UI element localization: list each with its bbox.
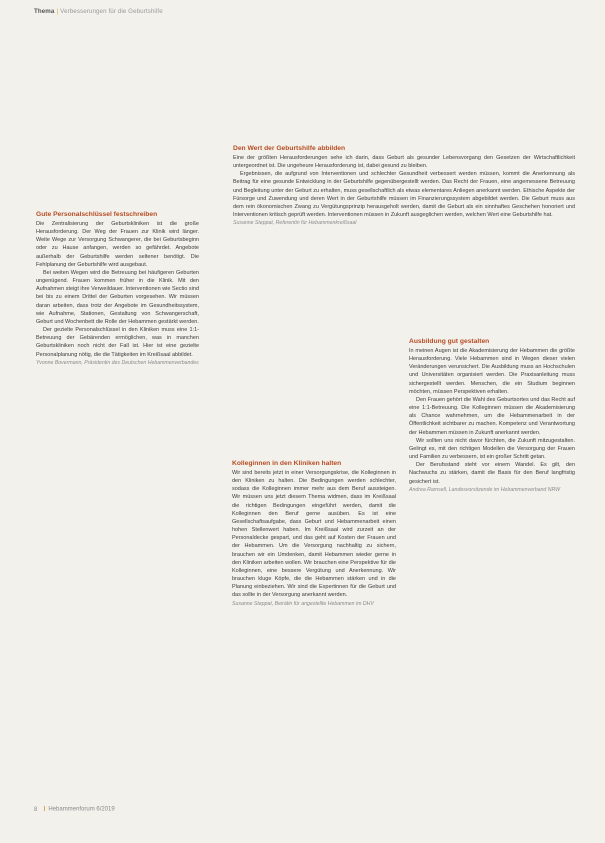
page-number: 8 <box>34 806 38 813</box>
paragraph: Eine der größten Herausforderungen sehe ich darin, dass Geburt als gesunder Lebensvorgang den Gesetzen der Wirtschaftlichkeit untergeordnet ist. Die ungeheure Herausforderung ist, dabei gesund zu bleiben. <box>233 155 575 170</box>
paragraph: Den Frauen gehört die Wahl des Geburtsortes und das Recht auf eine 1:1-Betreuung. Die Kolleginnen müssen die Akademisierung als Chance wahrnehmen, um die Hebammenarbeit in der Öffentlichkeit sichtbarer zu machen. Kompetenz und Verantwortung der Hebammen müssen in Zukunft anerkannt werden. <box>409 396 575 436</box>
author-attribution: Yvonne Bovermann, Präsidentin des Deutschen Hebammenverbandes <box>36 359 199 366</box>
author-attribution: Susanne Steppat, Beirätin für angestellte Hebammen im DHV <box>232 600 374 607</box>
section-kolleginnen-halten <box>232 459 396 608</box>
paragraph: Wir sind bereits jetzt in einer Versorgungskrise, die Kolleginnen in den Kliniken zu halten. Die Bedingungen werden schlechter, sodass die Kolleginnen immer mehr aus dem Beruf aussteigen. Wir müssen uns jetzt diesem Thema widmen, dass im Kreißsaal die richtigen Bedingungen eingeführt werden, damit die Kolleginnen den Beruf gerne ausüben. Es ist eine Gesellschaftsaufgabe, dass Geburt und Hebammenarbeit einen hohen Stellenwert haben. Im Kreißsaal wird zurzeit an der Personaldecke gespart, und das geht auf Kosten der Frauen und der Hebammen. Um die Versorgung nachhaltig zu sichern, brauchen wir ein Umdenken, damit Hebammen wieder gerne in den Kliniken arbeiten wollen. Wir brauchen eine Perspektive für die Kolleginnen, eine bessere Vergütung und Anerkennung. Wir brauchen kluge Köpfe, die die Hebammen stärken und in die Planung einbeziehen. Wir sind die Expertinnen für die Geburt und das sollte in der Versorgung anerkannt werden. <box>232 470 396 599</box>
paragraph: Wir sollten uns nicht davor fürchten, die Zukunft mitzugestalten. Gelingt es, mit den richtigen Modellen die Versorgung der Frauen und Familien zu verbessern, ist ein großer Schritt getan. <box>409 437 575 461</box>
paragraph: Bei weiten Wegen wird die Betreuung bei häufigeren Geburten ungenügend. Frauen kommen früher in die Klinik. Mit den Aufnahmen steigt ihre Verweildauer. Interventionen wie Sectio sind bei bis zu einem Drittel der Geburten vorgesehen. Wir müssen daran arbeiten, dass trotz der Angebote im Gesundheitssystem, wie Aufnahme, Stationen, Gestaltung von Schwangerschaft, Geburt und Wochenbett die Rolle der Hebammen gestärkt werden. <box>36 269 199 325</box>
paragraph: In meinen Augen ist die Akademisierung der Hebammen die größte Herausforderung. Viele Hebammen sind in Wegen dieser vielen Veränderungen verunsichert. Die Ausbildung muss an Hochschulen und Universitäten organisiert werden. Die Praxisanleitung muss sichergestellt werden. Menschen, die ein Studium beginnen möchten, müssen Perspektiven erhalten. <box>409 348 575 395</box>
publication-name: Hebammenforum 6/2019 <box>48 806 115 813</box>
section-personalschluessel <box>36 210 199 367</box>
header-brand: Thema <box>34 8 55 15</box>
paragraph: Der Berufsstand steht vor einem Wandel. Es gilt, den Nachwuchs zu stärken, damit die Basis für den Beruf langfristig gesichert ist. <box>409 462 575 485</box>
paragraph: Der gezielte Personalschlüssel in den Kliniken muss eine 1:1-Betreuung der Gebärenden ermöglichen, was in manchen Geburtskliniken noch nicht der Fall ist. Hier ist eine gezielte Personalplanung nötig, die die Tätigkeiten im Kreißsaal abbildet. <box>36 327 199 358</box>
paragraph: Die Zentralisierung der Geburtskliniken ist die große Herausforderung. Der Weg der Frauen zur Klinik wird länger. Weite Wege zur Versorgung Schwangerer, die bei Geburtsbeginn oder zu Hause anfangen, werden so gefährdet. Angebote außerhalb der Geburtshilfe werden seltener benötigt. Die Fehlplanung der Geburtshilfe wird ausgebaut. <box>36 221 199 268</box>
section-heading: Gute Personalschlüssel festschreiben <box>36 211 158 218</box>
section-heading: Den Wert der Geburtshilfe abbilden <box>233 145 346 152</box>
section-ausbildung <box>409 337 575 494</box>
author-attribution: Andrea Ramsell, Landesvorsitzende im Hebammenverband NRW <box>409 486 560 493</box>
header-separator: | <box>56 8 59 15</box>
page-footer <box>34 806 115 813</box>
running-header <box>34 8 163 15</box>
section-geburtshilfe-wert <box>233 144 575 228</box>
footer-divider <box>44 806 45 811</box>
header-subtitle: Verbesserungen für die Geburtshilfe <box>60 8 163 15</box>
author-attribution: Susanne Steppat, Referentin für Hebammenkreißsaal <box>233 220 357 227</box>
section-heading: Ausbildung gut gestalten <box>409 338 490 345</box>
section-heading: Kolleginnen in den Kliniken halten <box>232 460 342 467</box>
paragraph: Ergebnissen, die aufgrund von Interventionen und schlechter Gesundheit verbessert werden müssen, kommt die Anerkennung als Beitrag für eine gesunde Entwicklung in der Geburtshilfe gegenübergestellt werden. Das Recht der Frauen, eine angemessene Betreuung und Begleitung unter der Geburt zu erhalten, muss gesellschaftlich als etwas elementares Anliegen anerkannt werden. Ethische Aspekte der Fürsorge und Zuwendung und deren Wert in der Geburtshilfe müssen im Finanzierungssystem abgebildet werden. Die Geburt muss aus dem rein ökonomischen Zwang zu Vergütungsprinzip herausgeholt werden, damit die Geburt als ein sinnhaftes Geschehen honoriert und Interventionen kritisch geprüft werden. Interventionen müssen in Zukunft ausgeglichen werden, welchen Wert eine Geburtshilfe hat. <box>233 171 575 219</box>
